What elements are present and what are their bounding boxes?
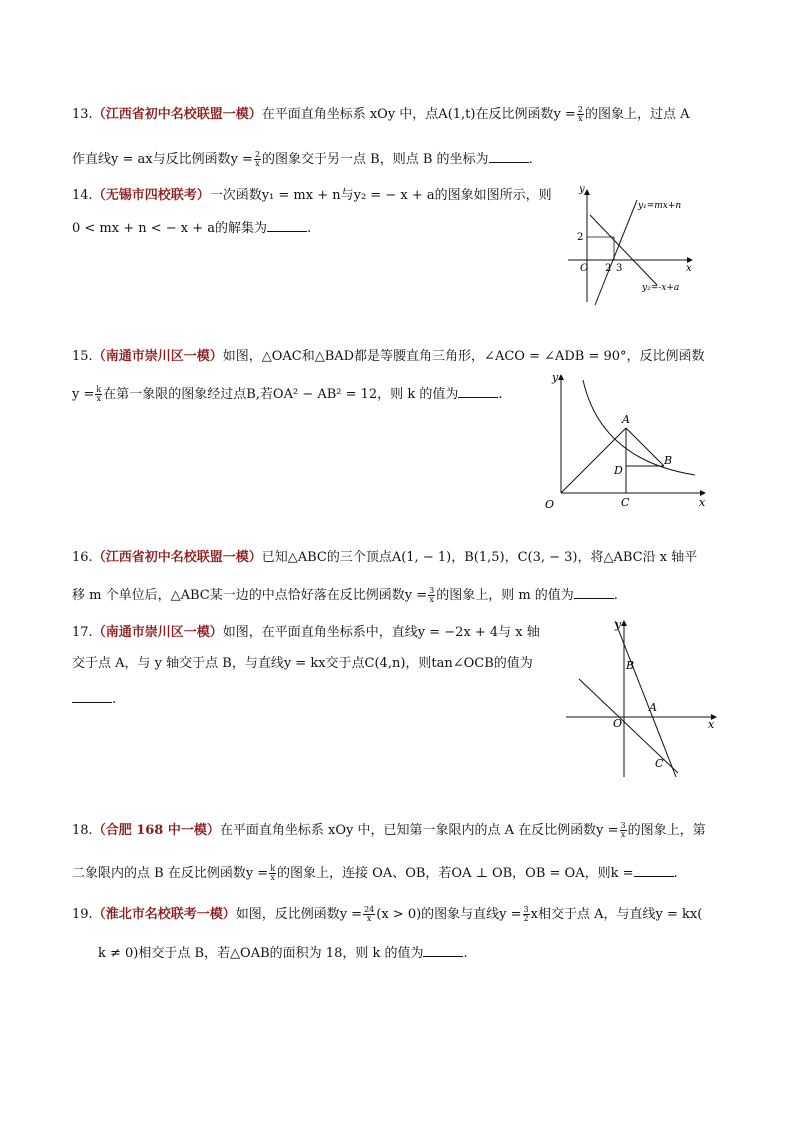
q17-line1	[72, 624, 540, 642]
q19-source: （淮北市名校联考一模）	[92, 907, 236, 922]
q19-number: 19.	[72, 907, 93, 922]
q14-line-y1	[595, 200, 637, 305]
q15-label-C: C	[621, 496, 630, 509]
q18-answer-blank[interactable]	[634, 864, 674, 877]
q16-number: 16.	[72, 550, 93, 565]
q14-y1-label: y₁=mx+n	[638, 201, 682, 211]
q14-x-label: x	[686, 263, 692, 274]
q13-fraction: $\frac{2}{x}$	[577, 105, 583, 123]
q16-answer-blank[interactable]	[574, 586, 614, 599]
q14-period: .	[307, 221, 312, 236]
q17-x-label: x	[708, 718, 715, 731]
q17-label-C: C	[655, 757, 664, 770]
q15-segment-OA	[561, 428, 626, 493]
q18-number: 18.	[72, 823, 93, 838]
q17-origin-label: O	[613, 717, 623, 730]
q14-text-2: 0 < mx + n < − x + a的解集为	[72, 221, 268, 236]
q13-source: （江西省初中名校联盟一模）	[92, 107, 262, 122]
q13-text-1a: 在平面直角坐标系 xOy 中，点A(1,t)在反比例函数y =	[261, 107, 576, 122]
q13-line1	[72, 106, 689, 124]
q15-figure	[535, 365, 720, 515]
q15-hyperbola	[583, 380, 695, 475]
q13-period: .	[528, 152, 533, 167]
q18-text-2a: 二象限内的点 B 在反比例函数y =	[72, 866, 269, 881]
q17-text-1: 如图，在平面直角坐标系中，直线y = −2x + 4与 x 轴	[222, 625, 540, 640]
q16-text-2b: 的图象上，则 m 的值为	[436, 588, 574, 603]
q13-fraction-2: $\frac{2}{x}$	[254, 150, 261, 168]
q19-line1	[72, 906, 702, 924]
q17-text-2: 交于点 A，与 y 轴交于点 B，与直线y = kx交于点C(4,n)，则tan∠OCB的值为	[72, 656, 533, 671]
q16-source: （江西省初中名校联盟一模）	[92, 550, 262, 565]
q13-text-2a: 作直线y = ax与反比例函数y =	[72, 152, 253, 167]
q16-line1	[72, 549, 697, 567]
q17-line2	[72, 655, 533, 673]
q15-origin-label: O	[545, 498, 555, 511]
q13-text-1b: 的图象上，过点 A	[584, 107, 690, 122]
q19-text-2: k ≠ 0)相交于点 B，若△OAB的面积为 18，则 k 的值为	[98, 946, 424, 961]
q16-text-2a: 移 m 个单位后，△ABC某一边的中点恰好落在反比例函数y =	[72, 588, 428, 603]
q17-number: 17.	[72, 625, 93, 640]
q14-number: 14.	[72, 188, 93, 203]
q13-answer-blank[interactable]	[489, 150, 529, 163]
q17-line3	[72, 690, 116, 709]
q18-text-1b: 的图象上，第	[627, 823, 706, 838]
q15-number: 15.	[72, 349, 93, 364]
q14-figure	[560, 180, 710, 310]
q15-text-2b: 在第一象限的图象经过点B,若OA² − AB² = 12，则 k 的值为	[103, 387, 459, 402]
q19-text-1a: 如图，反比例函数y =	[235, 907, 363, 922]
q15-answer-blank[interactable]	[458, 385, 498, 398]
q13-line2	[72, 150, 533, 169]
q16-fraction: $\frac{3}{x}$	[429, 586, 435, 604]
q13-text-2b: 的图象交于另一点 B，则点 B 的坐标为	[262, 152, 489, 167]
q19-text-1b: (x > 0)的图象与直线y =	[376, 907, 522, 922]
q14-answer-blank[interactable]	[267, 219, 307, 232]
q15-line1	[72, 348, 705, 366]
q15-label-D: D	[614, 464, 623, 477]
q19-fraction-2: $\frac{3}{2}$	[523, 905, 529, 923]
q17-period: .	[112, 692, 117, 707]
q19-answer-blank[interactable]	[423, 944, 463, 957]
q15-text-2a: y =	[72, 387, 95, 402]
q14-tick-x3: 3	[616, 263, 623, 274]
q18-line1	[72, 822, 706, 840]
q15-y-label: y	[552, 371, 559, 384]
q15-label-A: A	[622, 413, 630, 426]
q14-source: （无锡市四校联考）	[92, 188, 210, 203]
q19-period: .	[463, 946, 468, 961]
q14-text-1: 一次函数y₁ = mx + n与y₂ = − x + a的图象如图所示，则	[209, 188, 552, 203]
q15-source: （南通市崇川区一模）	[92, 349, 223, 364]
q17-figure	[562, 615, 722, 785]
q14-tick-x2: 2	[605, 263, 612, 274]
q14-line-y2	[590, 215, 657, 285]
q18-fraction-1: $\frac{3}{x}$	[620, 821, 626, 839]
q17-source: （南通市崇川区一模）	[92, 625, 223, 640]
q13-number: 13.	[72, 107, 93, 122]
q16-line2	[72, 586, 618, 605]
q14-tick-y2: 2	[577, 232, 584, 243]
q16-period: .	[613, 588, 618, 603]
q19-line2	[98, 944, 468, 963]
q18-source: （合肥 168 中一模）	[92, 823, 220, 838]
q14-line1	[72, 187, 552, 205]
q17-label-A: A	[649, 701, 657, 714]
q17-label-B: B	[626, 659, 635, 672]
q15-fraction: $\frac{k}{x}$	[96, 385, 102, 403]
q14-y-label: y	[579, 184, 585, 195]
q15-text-1: 如图，△OAC和△BAD都是等腰直角三角形，∠ACO = ∠ADB = 90°，反比例函数	[222, 349, 705, 364]
q19-text-1c: x相交于点 A，与直线y = kx(	[530, 907, 703, 922]
q18-fraction-2: $\frac{k}{x}$	[270, 864, 276, 882]
q15-label-B: B	[664, 454, 673, 467]
q15-line2	[72, 385, 502, 404]
q14-line2	[72, 219, 311, 238]
q18-period: .	[673, 866, 678, 881]
q18-text-1a: 在平面直角坐标系 xOy 中，已知第一象限内的点 A 在反比例函数y =	[219, 823, 619, 838]
q17-y-label: y	[615, 618, 622, 631]
q14-y2-label: y₂=-x+a	[642, 283, 680, 293]
q14-origin-label: O	[580, 263, 589, 274]
q16-text-1: 已知△ABC的三个顶点A(1, − 1)，B(1,5)，C(3, − 3)，将△ABC沿 x 轴平	[261, 550, 698, 565]
q19-fraction-1: $\frac{24}{x}$	[364, 905, 375, 923]
q15-period: .	[498, 387, 503, 402]
q18-line2	[72, 864, 678, 883]
q17-answer-blank[interactable]	[72, 690, 112, 703]
q15-x-label: x	[699, 496, 706, 509]
q18-text-2b: 的图象上，连接 OA、OB，若OA ⊥ OB，OB = OA，则k =	[277, 866, 634, 881]
